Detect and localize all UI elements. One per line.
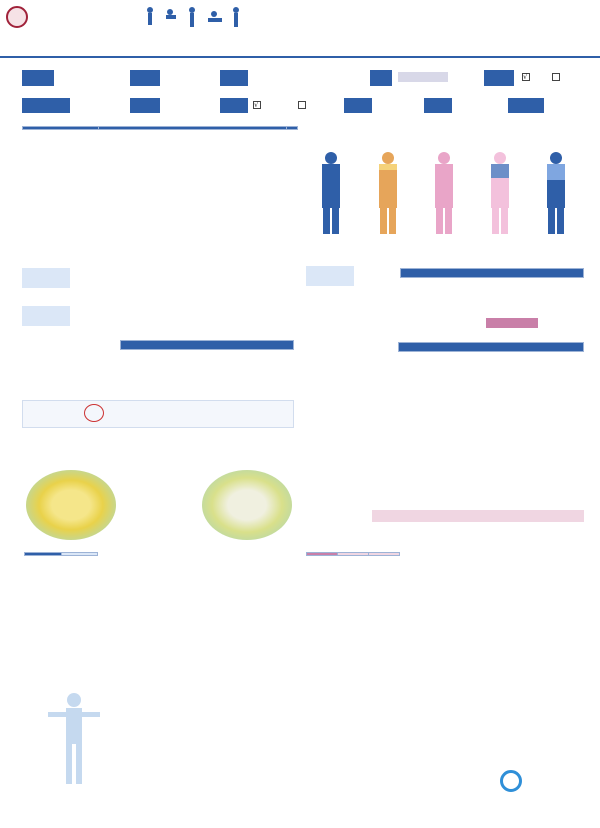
exercise-figures-strip <box>140 4 260 34</box>
sex-label <box>484 70 514 86</box>
composition-table <box>22 126 298 130</box>
tbw-label-box <box>22 268 70 288</box>
tbw-pct-label-box <box>22 306 70 326</box>
type-label <box>220 98 248 113</box>
visceral-box <box>22 400 294 428</box>
bmi-bar <box>398 342 584 352</box>
female-checkbox <box>552 73 560 81</box>
col-whole-body <box>23 127 99 130</box>
composition-bottom-labels <box>306 236 588 260</box>
name-label <box>22 70 54 86</box>
normal-checkbox: √ <box>253 101 261 109</box>
time-label <box>220 70 248 86</box>
visceral-value <box>84 404 104 422</box>
col-reference <box>286 127 297 130</box>
age-label <box>130 70 160 86</box>
balance-figure <box>44 690 104 790</box>
fat-radar-chart <box>402 550 586 670</box>
physique-grid <box>372 396 584 508</box>
col-result <box>99 127 287 130</box>
body-figures <box>306 150 588 236</box>
male-checkbox: √ <box>522 73 530 81</box>
ct-image-subcutaneous <box>202 470 292 540</box>
ct-image-visceral <box>26 470 116 540</box>
header-rule <box>0 56 600 58</box>
x-level-low <box>372 510 443 522</box>
ratio-label <box>508 98 544 113</box>
id-value-redacted <box>398 72 448 82</box>
clothes-label <box>22 98 70 113</box>
ecw-ratio-label-box <box>306 266 354 286</box>
ms-col-value <box>61 553 98 556</box>
ecr-female2-box <box>486 318 538 328</box>
fs-col-part <box>307 553 338 556</box>
composition-top-labels <box>356 126 586 152</box>
hip-label <box>424 98 452 113</box>
waist-label <box>344 98 372 113</box>
x-level-high <box>513 510 584 522</box>
height-label <box>130 98 160 113</box>
impedance-table <box>118 696 384 796</box>
ecw-ratio-bar <box>400 268 584 278</box>
fat-score-table <box>306 552 400 556</box>
fs-col-kg <box>338 553 369 556</box>
id-label <box>370 70 392 86</box>
muscle-radar-chart <box>104 550 294 670</box>
physique-row-labels <box>344 396 370 508</box>
athlete-checkbox <box>298 101 306 109</box>
brand-logo-icon <box>500 770 522 792</box>
fs-col-pct <box>369 553 400 556</box>
hospital-logo <box>6 6 28 28</box>
muscle-score-table <box>24 552 98 556</box>
x-level-avg <box>443 510 514 522</box>
physique-x-levels <box>372 510 584 522</box>
ms-col-part <box>25 553 62 556</box>
bmr-bar <box>120 340 294 350</box>
